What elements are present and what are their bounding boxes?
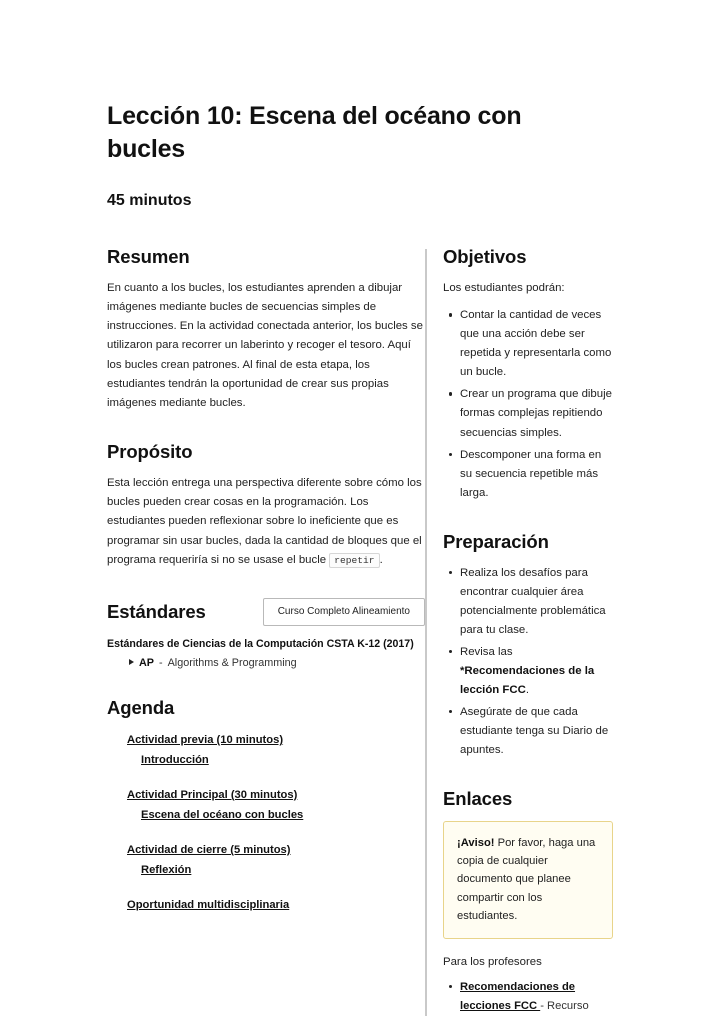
agenda-group: [107, 840, 425, 880]
proposito-text-lead: Esta lección entrega una perspectiva diferente sobre cómo los bucles pueden crear cosas en la programación. Los estudiantes pueden reflexionar sobre lo ineficiente que es programar sin usar bucles, dada la cantidad de bloques que el programa requeriría si no se usase el bucle: [107, 477, 422, 566]
standard-separator: -: [159, 656, 163, 669]
agenda-group: [107, 895, 425, 915]
notice-label: ¡Aviso!: [457, 837, 495, 850]
notice-text: Por favor, haga una copia de cualquier documento que planee compartir con los estudiantes.: [457, 837, 596, 922]
agenda-sublink-escena-oceano[interactable]: Escena del océano con bucles: [141, 808, 304, 821]
content-columns: [107, 246, 613, 1016]
proposito-heading: Propósito: [107, 441, 193, 463]
triangle-right-icon[interactable]: [129, 659, 134, 665]
preparacion-item-text: Revisa las: [460, 645, 513, 658]
preparacion-item-bold: *Recomendaciones de la lección FCC: [460, 664, 595, 696]
preparacion-heading: Preparación: [443, 530, 549, 552]
enlaces-link-list: [443, 978, 613, 1016]
agenda-link-actividad-previa[interactable]: Actividad previa (10 minutos): [127, 733, 284, 746]
estandares-heading: Estándares: [107, 600, 206, 622]
agenda-sublink-introduccion[interactable]: Introducción: [141, 753, 209, 766]
resource-link-recomendaciones-fcc[interactable]: Recomendaciones de lecciones FCC: [460, 980, 576, 1012]
resumen-heading: Resumen: [107, 246, 190, 267]
section-enlaces: [443, 788, 613, 1015]
enlaces-lead: Para los profesores: [443, 955, 542, 968]
list-item: Crear un programa que dibuje formas complejas repitiendo secuencias simples.: [460, 385, 613, 442]
estandares-header-row: [107, 598, 425, 626]
section-estandares: [107, 598, 425, 669]
right-column: [427, 246, 613, 1016]
lesson-duration: 45 minutos: [107, 192, 192, 209]
list-item: Contar la cantidad de veces que una acción debe ser repetida y representarla como un bucle.: [460, 306, 613, 382]
csta-standards-title: Estándares de Ciencias de la Computación CSTA K-12 (2017): [107, 637, 414, 650]
list-item: Descomponer una forma en su secuencia repetible más larga.: [460, 446, 613, 503]
standard-code-label: AP: [139, 656, 154, 669]
list-item: [460, 978, 613, 1016]
standard-item-ap[interactable]: [129, 657, 425, 669]
resumen-text: En cuanto a los bucles, los estudiantes aprenden a dibujar imágenes mediante bucles de secuencias simples de instrucciones. En la actividad conectada anterior, los bucles se utilizaron para recorrer un laberinto y recoger el tesoro. Aquí los bucles crean patrones. Al final de esta etapa, los estudiantes tendrán la oportunidad de crear sus propias imágenes mediante bucles.: [107, 282, 423, 409]
section-proposito: [107, 441, 425, 570]
objetivos-list: [443, 306, 613, 502]
page-title: Lección 10: Escena del océano con bucles: [107, 102, 522, 163]
preparacion-item-tail: .: [525, 684, 529, 696]
standard-description: Algorithms & Programming: [167, 656, 297, 669]
agenda-link-oportunidad-multidisciplinaria[interactable]: Oportunidad multidisciplinaria: [127, 899, 290, 912]
preparacion-list: [443, 564, 613, 760]
section-preparacion: [443, 531, 613, 760]
objetivos-lead: Los estudiantes podrán:: [443, 282, 565, 294]
left-column: [107, 246, 425, 915]
agenda-link-actividad-cierre[interactable]: Actividad de cierre (5 minutos): [127, 844, 291, 856]
agenda-list: [107, 730, 425, 915]
list-item: Realiza los desafíos para encontrar cualquier área potencialmente problemática para tu clase.: [460, 564, 613, 640]
objetivos-heading: Objetivos: [443, 246, 527, 267]
agenda-sublink-reflexion[interactable]: Reflexión: [141, 864, 192, 877]
section-objetivos: [443, 246, 613, 503]
repetir-code-token: repetir: [329, 553, 379, 568]
section-agenda: [107, 697, 425, 915]
agenda-heading: Agenda: [107, 696, 175, 718]
list-item: [460, 643, 613, 700]
agenda-group: [107, 785, 425, 825]
resource-link-suffix: - Recurso: [540, 999, 589, 1012]
proposito-text-tail: .: [379, 553, 383, 566]
enlaces-heading: Enlaces: [443, 788, 513, 810]
course-alignment-button[interactable]: Curso Completo Alineamiento: [263, 598, 425, 626]
notice-box: [443, 821, 613, 939]
section-resumen: [107, 246, 425, 413]
agenda-group: [107, 730, 425, 770]
agenda-link-actividad-principal[interactable]: Actividad Principal (30 minutos): [127, 788, 298, 801]
list-item: Asegúrate de que cada estudiante tenga su Diario de apuntes.: [460, 703, 613, 760]
proposito-text: [107, 474, 425, 570]
